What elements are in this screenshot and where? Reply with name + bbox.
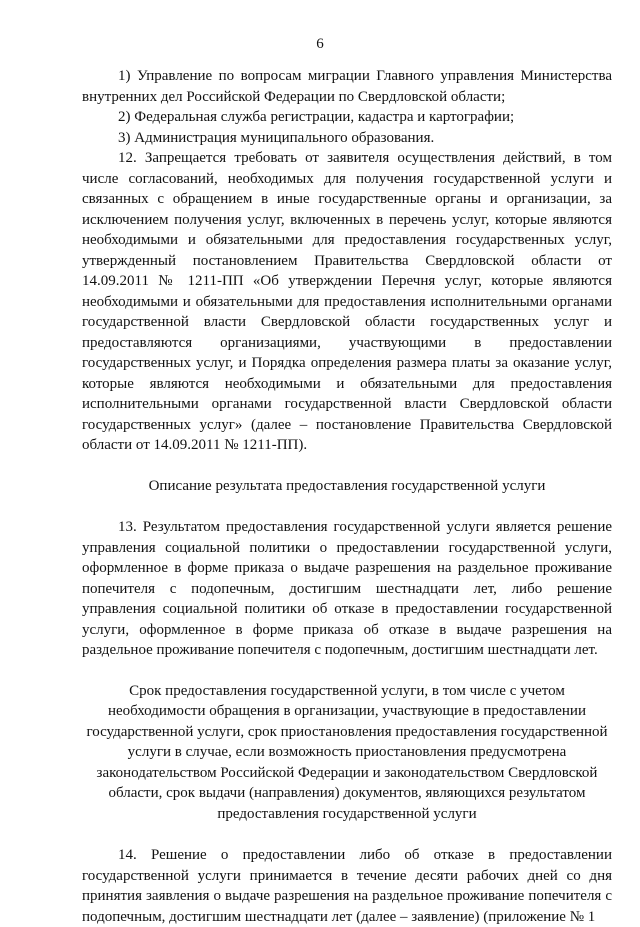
list-item-2: 2) Федеральная служба регистрации, кадастра и картографии; [118, 109, 515, 125]
document-body [82, 66, 612, 927]
list-item-1: 1) Управление по вопросам миграции Главного управления Министерства внутренних дел Российской Федерации по Свердловской области; [82, 68, 612, 105]
section-heading-term: Срок предоставления государственной услуги, в том числе с учетом необходимости обращения в организации, участвующие в предоставлении государственной услуги, срок приостановления предоставления государственной услуги в случае, если возможность приостановления предусмотрена законодательством Российской Федерации и законодательством Свердловской области, срок выдачи (направления) документов, являющихся результатом предоставления государственной услуги [86, 682, 608, 822]
section-heading-result: Описание результата предоставления государственной услуги [148, 477, 546, 494]
paragraph-12: 12. Запрещается требовать от заявителя осуществления действий, в том числе согласований, необходимых для получения государственной услуги и связанных с обращением в иные государственные органы и организации, за исключением получения услуг, включенных в перечень услуг, которые являются необходимыми и обязательными для предоставления государственных услуг, утвержденный постановлением Правительства Свердловской области от 14.09.2011 № 1211-ПП «Об утверждении Перечня услуг, которые являются необходимыми и обязательными для предоставления исполнительными органами государственной власти Свердловской области государственных услуг и предоставляются организациями, участвующими в предоставлении государственных услуг, и Порядка определения размера платы за оказание услуг, которые являются необходимыми и обязательными для предоставления исполнительными органами государственной власти Свердловской области государственных услуг» (далее – постановление Правительства Свердловской области от 14.09.2011 № 1211-ПП). [82, 150, 612, 453]
spacer [82, 496, 612, 517]
spacer [82, 824, 612, 845]
spacer [82, 661, 612, 681]
spacer [82, 456, 612, 476]
paragraph-13: 13. Результатом предоставления государственной услуги является решение управления социальной политики о предоставлении государственной услуги, оформленное в форме приказа о выдаче разрешения на раздельное проживание попечителя с подопечным, достигшим шестнадцати лет, либо решение управления социальной политики об отказе в предоставлении государственной услуги, оформленное в форме приказа об отказе в выдаче разрешения на раздельное проживание попечителя с подопечным, достигшим шестнадцати лет. [82, 519, 612, 658]
page-number: 6 [316, 36, 324, 52]
list-item-3: 3) Администрация муниципального образования. [118, 129, 435, 146]
paragraph-14: 14. Решение о предоставлении либо об отказе в предоставлении государственной услуги принимается в течение десяти рабочих дней со дня принятия заявления о выдаче разрешения на раздельное проживание попечителя с подопечным, достигшим шестнадцати лет (далее – заявление) (приложение № 1 [82, 847, 612, 925]
